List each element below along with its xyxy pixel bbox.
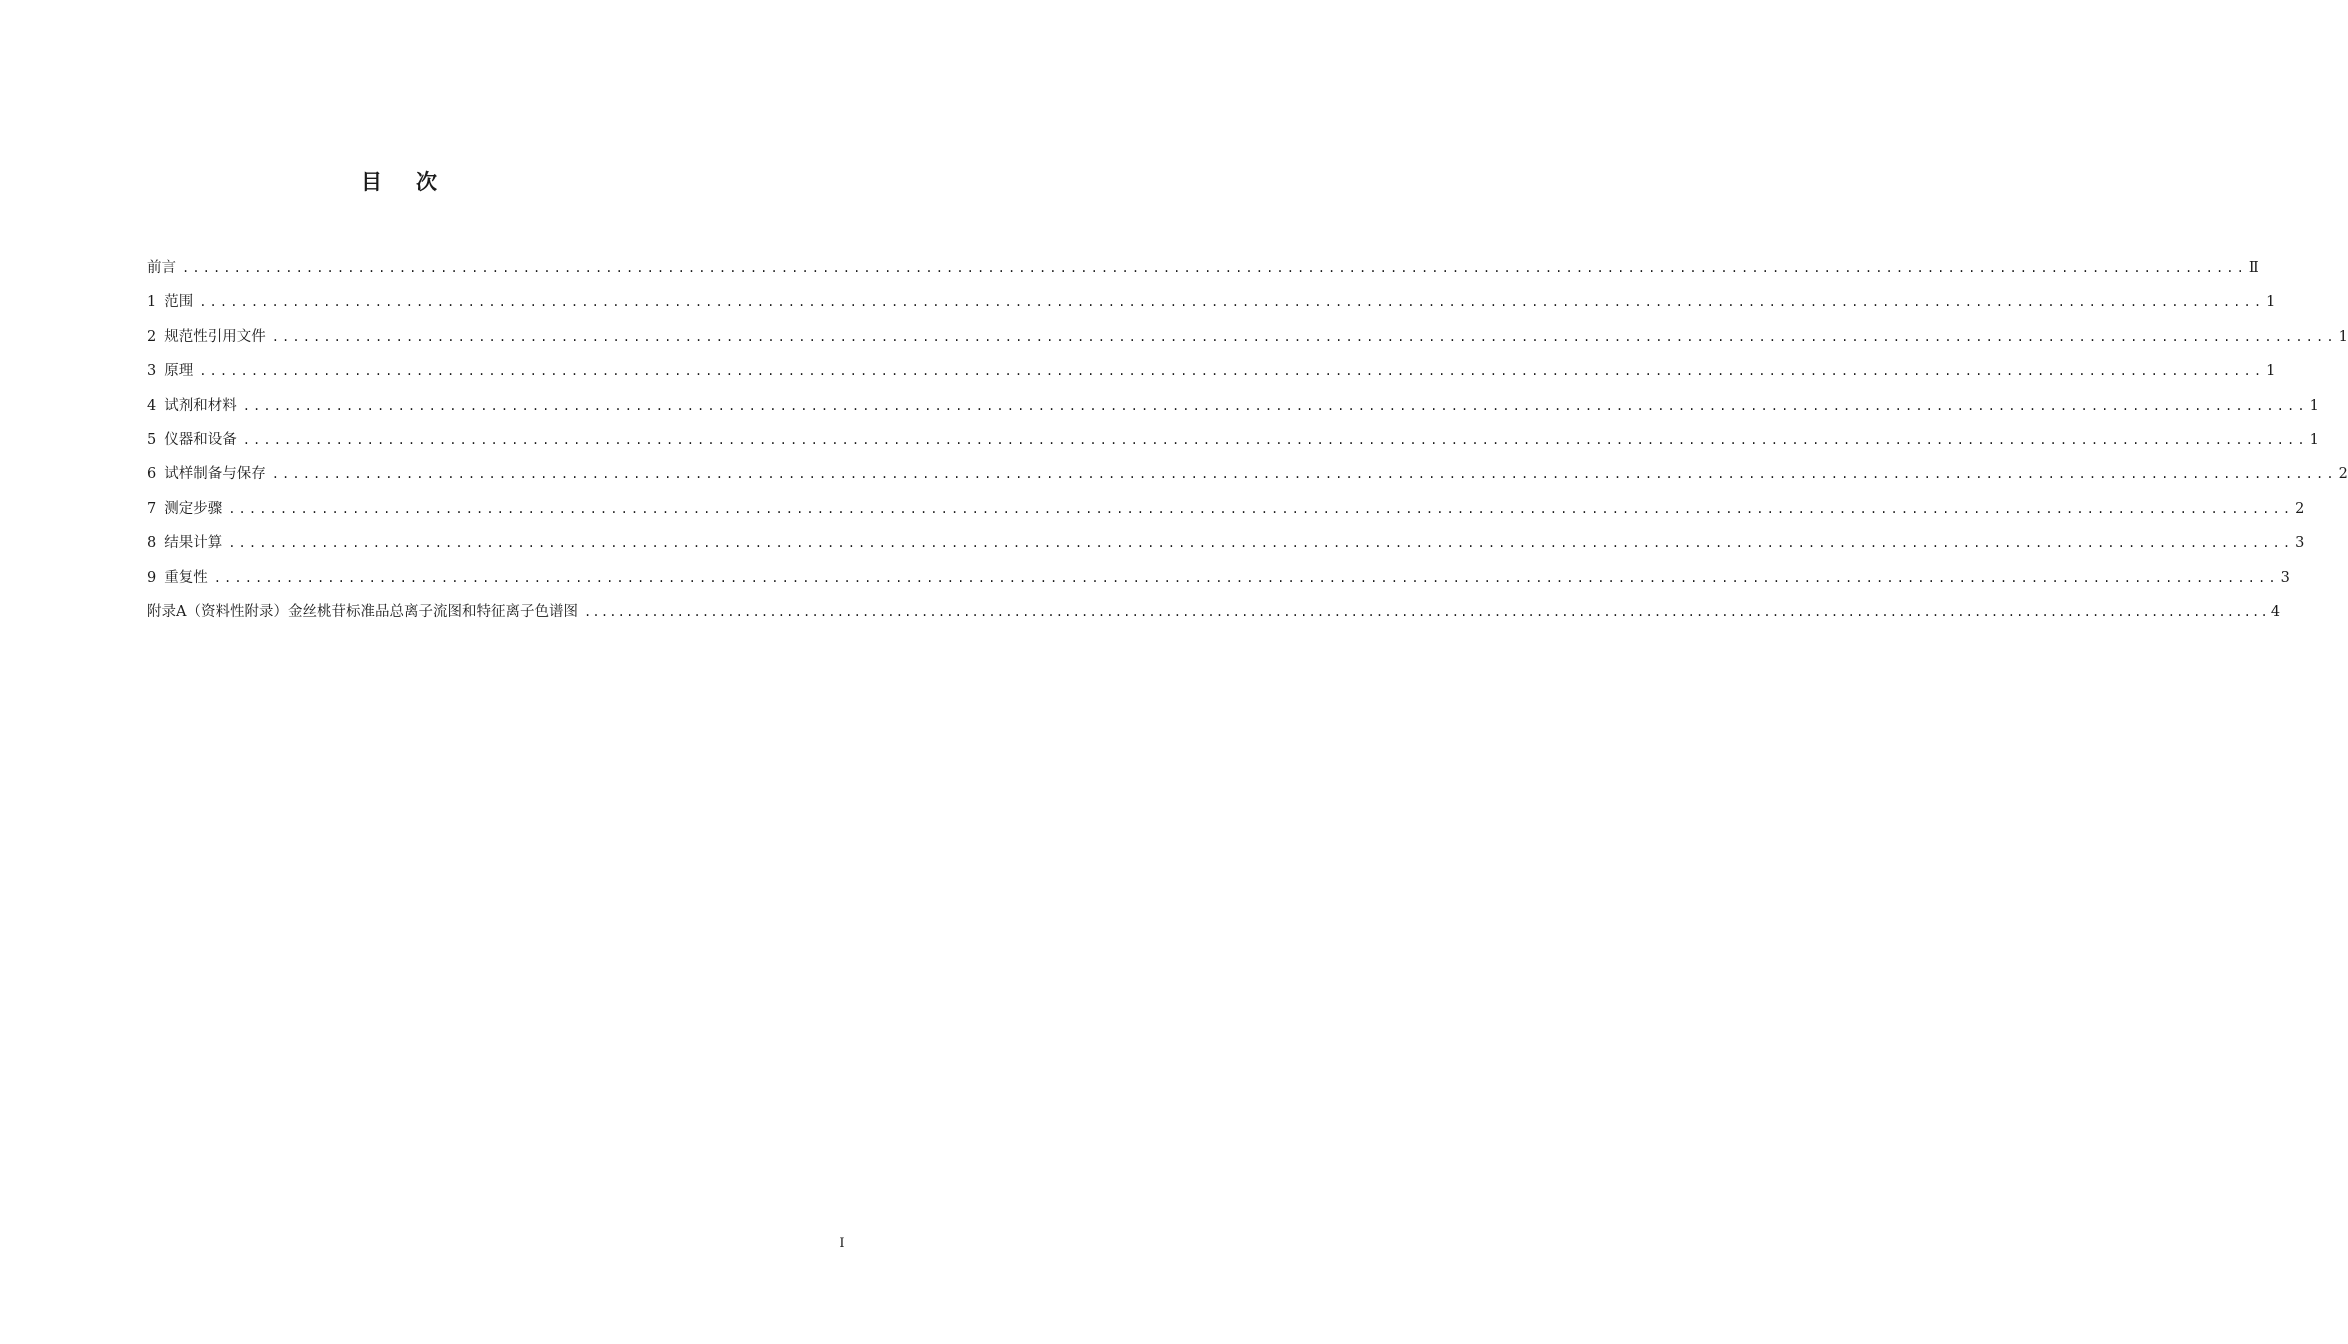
toc-entry-page: 1 (2266, 363, 2276, 380)
toc-dot-leader: ........................................................................................................................................................................................................ (228, 501, 2294, 516)
toc-entry-label: 试剂和材料 (164, 397, 237, 414)
title-char-1: 目 (361, 170, 382, 194)
toc-entry-2[interactable] (147, 325, 2348, 359)
toc-entry-label: 仪器和设备 (164, 431, 237, 448)
toc-entry-number: 7 (147, 500, 157, 517)
page-title (0, 166, 798, 196)
toc-entry-number: 9 (147, 569, 157, 586)
toc-entry-page: 1 (2309, 397, 2319, 414)
toc-entry-7[interactable] (147, 497, 2305, 531)
toc-entry-number: 3 (147, 363, 157, 380)
toc-dot-leader: ........................................................................................................................................................................................................ (213, 570, 2279, 585)
toc-entry-8[interactable] (147, 531, 2305, 565)
toc-dot-leader: ........................................................................................................................................................................................................ (228, 536, 2294, 551)
toc-entry-label: 结果计算 (164, 535, 223, 552)
toc-entry-6[interactable] (147, 462, 2348, 496)
toc-entry-page: 1 (2266, 294, 2276, 311)
toc-entry-label: 测定步骤 (164, 500, 223, 517)
toc-entry-number: 6 (147, 466, 157, 483)
toc-entry-label: 附录A（资料性附录）金丝桃苷标准品总离子流图和特征离子色谱图 (147, 603, 578, 620)
toc-entry-label: 重复性 (164, 569, 208, 586)
toc-entry-page: 3 (2295, 535, 2305, 552)
title-char-2: 次 (416, 170, 437, 194)
toc-entry-number: 2 (147, 328, 157, 345)
toc-dot-leader: ........................................................................................................................................................................................................ (199, 364, 2265, 379)
toc-dot-leader: ........................................................................................................................................................................................................ (271, 329, 2337, 344)
toc-entry-number: 4 (147, 397, 157, 414)
toc-entry-page: 4 (2270, 603, 2281, 620)
toc-dot-leader: ........................................................................................................................................................................................................ (583, 604, 2269, 619)
toc-entry-page: 2 (2295, 500, 2305, 517)
toc-entry-page: Ⅱ (2248, 260, 2259, 276)
toc-entry-page: 1 (2338, 328, 2348, 345)
toc-entry-5[interactable] (147, 428, 2319, 462)
page-number: I (839, 1236, 845, 1251)
toc-entry-4[interactable] (147, 394, 2319, 428)
toc-entry-number: 1 (147, 294, 157, 311)
toc-dot-leader: ........................................................................................................................................................................................................ (271, 467, 2337, 482)
toc-entry-3[interactable] (147, 359, 2276, 393)
toc-entry-page: 1 (2309, 431, 2319, 448)
toc-entry-foreword[interactable] (147, 256, 2259, 290)
toc-dot-leader: ........................................................................................................................................................................................................ (199, 295, 2265, 310)
toc-entry-1[interactable] (147, 290, 2276, 324)
toc-entry-label: 前言 (147, 260, 176, 276)
toc-entry-9[interactable] (147, 566, 2290, 600)
toc-dot-leader: ........................................................................................................................................................................................................ (242, 398, 2308, 413)
toc-entry-label: 试样制备与保存 (164, 466, 266, 483)
table-of-contents (147, 256, 2348, 634)
toc-entry-page: 3 (2280, 569, 2290, 586)
toc-dot-leader: ........................................................................................................................................................................................................ (242, 432, 2308, 447)
toc-entry-page: 2 (2338, 466, 2348, 483)
toc-entry-appendix-a[interactable] (147, 600, 2281, 634)
toc-entry-number: 5 (147, 431, 157, 448)
toc-entry-label: 范围 (164, 294, 194, 311)
toc-entry-label: 规范性引用文件 (164, 328, 266, 345)
toc-dot-leader: ........................................................................................................................................................................................................ (182, 261, 2247, 275)
toc-entry-number: 8 (147, 535, 157, 552)
toc-entry-label: 原理 (164, 363, 194, 380)
